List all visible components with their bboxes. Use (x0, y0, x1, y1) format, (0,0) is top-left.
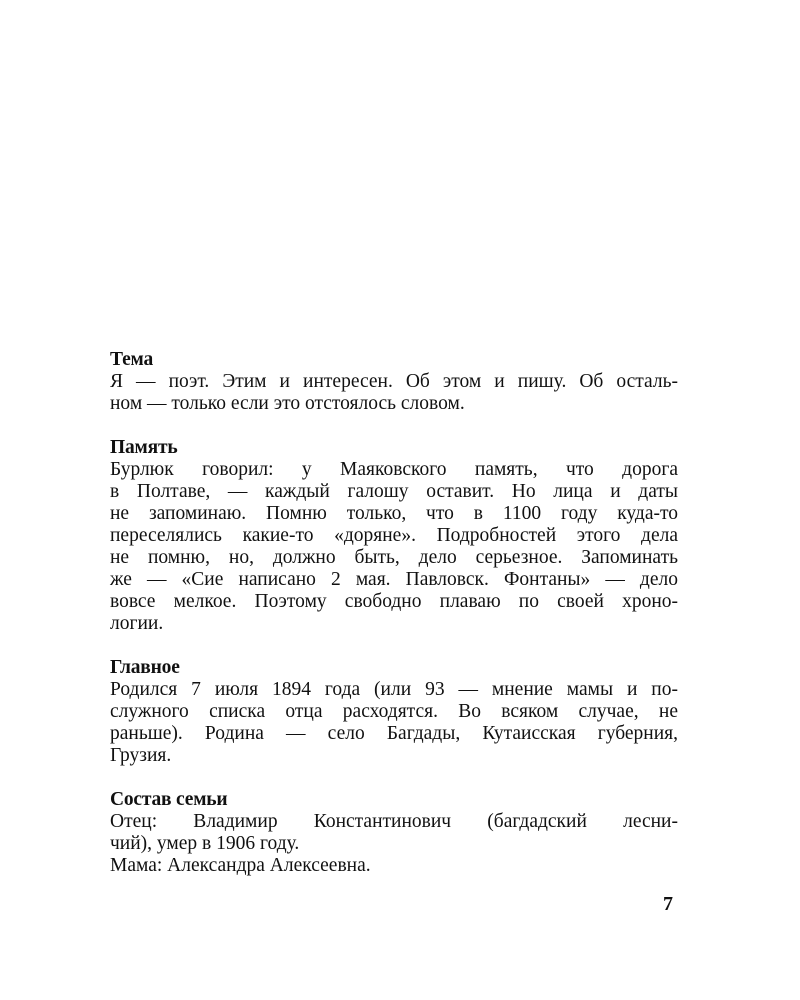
text-line: переселялись какие-то «доряне». Подробностей этого дела (110, 525, 678, 546)
section-heading: Тема (110, 349, 154, 370)
text-line: Отец: Владимир Константинович (багдадский лесни- (110, 811, 678, 832)
text-line: в Полтаве, — каждый галошу оставит. Но лица и даты (110, 481, 678, 502)
text-line: не запоминаю. Помню только, что в 1100 году куда-то (110, 503, 678, 524)
section-heading: Память (110, 437, 178, 458)
text-line: вовсе мелкое. Поэтому свободно плаваю по своей хроно- (110, 591, 678, 612)
text-line: раньше). Родина — село Багдады, Кутаисская губерния, (110, 723, 678, 744)
text-line: Родился 7 июля 1894 года (или 93 — мнение мамы и по- (110, 679, 678, 700)
section-pamyat (110, 437, 678, 635)
text-line: Я — поэт. Этим и интересен. Об этом и пишу. Об осталь- (110, 371, 678, 392)
section-sostav-semi (110, 789, 678, 877)
text-line: чий), умер в 1906 году. (110, 833, 300, 854)
section-heading: Главное (110, 657, 180, 678)
page-body (110, 349, 678, 899)
section-tema (110, 349, 678, 415)
section-heading: Состав семьи (110, 789, 228, 810)
text-line: ном — только если это отстоялось словом. (110, 393, 465, 414)
text-line: Бурлюк говорил: у Маяковского память, что дорога (110, 459, 678, 480)
text-line: Грузия. (110, 745, 172, 766)
page-number: 7 (663, 893, 673, 915)
text-line: служного списка отца расходятся. Во всяком случае, не (110, 701, 678, 722)
text-line: Мама: Александра Алексеевна. (110, 855, 371, 876)
section-glavnoe (110, 657, 678, 767)
text-line: же — «Сие написано 2 мая. Павловск. Фонтаны» — дело (110, 569, 678, 590)
text-line: не помню, но, должно быть, дело серьезное. Запоминать (110, 547, 678, 568)
text-line: логии. (110, 613, 164, 634)
